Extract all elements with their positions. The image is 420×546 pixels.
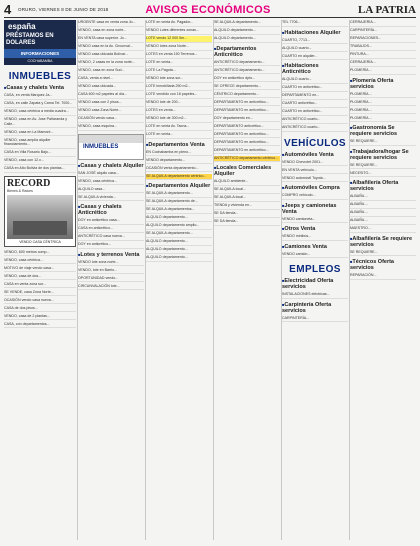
classified-ad: CASA de dos pisos... [4,306,76,313]
subcategory-title: ■ Automóviles Venta [282,152,348,158]
classified-ad: ALQUILO departamento... [146,255,212,262]
subcategory-title: ■ Técnicos Oferta servicios [350,259,416,271]
classified-ad: LOTE La Pagota... [146,68,212,75]
classified-ad: DEPARTAMENTO en anticrético... [214,100,280,107]
record-caption: VENDO CASA CÉNTRICA [19,239,61,244]
classified-ad: VENDO lotes zona Norte... [146,44,212,51]
subcategory-title: ■ Locales Comerciales Alquiler [214,165,280,177]
subcategory-title: ■ Habitaciones Anticrético [282,63,348,75]
classified-ad: DEPARTAMENTO anticrético... [214,124,280,131]
house-photo [7,195,73,239]
subcategory-title: ■ Camiones Venta [282,244,348,250]
classified-ad: PLOMERÍA... [350,108,416,115]
classified-ad: LOTE vendido con 18 papeles... [146,92,212,99]
category-title: INMUEBLES [8,71,72,82]
column-2 [78,20,144,542]
classified-ad: DOY departamento en... [214,116,280,123]
subcategory-title: ■ Casas y chalets Alquiler [78,163,144,169]
classified-ad: CUARTO en anticrético... [282,85,348,92]
classified-ad: VENDO camioneta... [282,217,348,224]
classified-ad: PLOMERÍA... [350,116,416,123]
classified-ad: DEPARTAMENTO en anticrético... [214,108,280,115]
page-header [4,3,416,18]
classified-ad: CIRCUNVALACIÓN lote... [78,284,144,291]
classified-ad: VENDO Lotes diferentes zonas... [146,28,212,35]
classified-ad-highlighted: LOTE vendo 12 000 5m... [146,36,212,43]
classified-ad: SE ALQUILA departamento... [146,191,212,198]
classified-ad: VENDO, casa amplia alquiler financiamiento... [4,138,76,149]
ad-list [350,20,416,75]
classified-ad: EN VENTA casa superior. Jo... [78,36,144,43]
ad-list [214,60,280,155]
ad-brand: españa [8,22,36,31]
classified-ad: ANTICRÉTICO departamento... [214,68,280,75]
ad-banner-bar [79,135,143,143]
classified-ad: CASA en venta zona sur... [4,282,76,289]
classified-ad: CASA, venta a nivel... [78,76,144,83]
classified-ad: VENDO camión... [282,252,348,259]
classified-ad: MAESTRO... [350,226,416,233]
category-title: EMPLEOS [289,264,341,275]
classified-ad-highlighted: SE ALQUILA departamento céntrico... [146,174,212,181]
classified-ad: OPORTUNIDAD vendo... [78,276,144,283]
classified-ad: CUARTO, 7713... [282,38,348,45]
classified-ad: LOTE en venta Av. Pagador... [146,20,212,27]
subcategory-title: ■ Plomería Oferta servicios [350,78,416,90]
display-ad-loans [4,20,76,65]
classified-ad: ALBAÑIL... [350,194,416,201]
classified-ad: CUARTO en anticrético... [282,109,348,116]
classified-ad: VENDO, lote en Barrio... [78,268,144,275]
subcategory-title: ■ Albañilería Se requiere servicios [350,236,416,248]
classified-ad: DEPARTAMENTO en anticrético... [214,140,280,147]
classified-ad: PINTURA... [350,52,416,59]
classified-ad: SE REQUIERE... [350,163,416,170]
classified-ad: DOY en anticrético dpto... [214,76,280,83]
classified-ad: TEL 7706... [282,20,348,27]
classified-ad: SE ALQUILA local... [214,195,280,202]
subcategory-title: ■ Casas y chalets Venta [4,85,76,91]
subcategory-title: ■ Trabajadora/hogar Se requiere servicios [350,149,416,161]
classified-ad: SE ALQUILA local... [214,187,280,194]
ad-list [146,20,212,139]
ad-list [146,191,212,262]
classified-ad: SE REQUIERE... [350,250,416,257]
classified-ad: VENDO minibús... [282,234,348,241]
record-subtitle: Bienes & Raíces [7,188,33,193]
classified-ad: ALQUILO casa... [78,187,144,194]
classified-ad: DEPARTAMENTO en... [282,93,348,100]
classified-ad: INSTALACIONES eléctricas... [282,292,348,299]
classified-ad: ALQUILO departamento... [146,247,212,254]
ad-list [214,179,280,226]
classified-ad: DOY en anticrético casa... [78,218,144,225]
classified-ad: NECESITO... [350,171,416,178]
classified-ad: VENDO, casa esquina... [78,124,144,131]
classified-ad: EN Cochabamba en pleno... [146,150,212,157]
column-1 [4,20,76,542]
date-line: ORURO, VIERNES 8 DE JUNIO DE 2018 [18,7,109,12]
subcategory-title: ■ Albañilería Oferta servicios [350,180,416,192]
page-number: 4 [4,2,12,17]
classified-ad: CASA en Villa Rosario Bajo... [4,150,76,157]
classified-ad: ALQUILO departamento... [146,239,212,246]
classified-ad: VENDO, casa en zona Sud... [78,68,144,75]
classified-ad: CASA en Alto Bolivia de dos plantas... [4,166,76,173]
classified-ad: PLOMERÍA... [350,100,416,107]
ad-list [350,92,416,123]
classified-ad: REPARACIÓN... [350,273,416,280]
ad-list [78,260,144,291]
newspaper-brand: LA PATRIA [358,4,416,16]
classified-ad: SE DA tienda... [214,219,280,226]
classified-ad: DEPARTAMENTO en anticrético... [214,132,280,139]
classified-ad: LOTE en venta... [146,60,212,67]
classified-ad: VENDO, casa en Av. Jose Pañaranda y Calle... [4,117,76,128]
classified-ad: VENDO casa ubicada Bolívar... [78,52,144,59]
classified-ad: ALQUILO departamento amplio... [146,223,212,230]
subcategory-title: ■ Electricidad Oferta servicios [282,278,348,290]
classified-ad: CERRAJERÍA... [350,60,416,67]
classified-ad: OCASIÓN vendo casa... [78,116,144,123]
ad-list [78,20,144,131]
section-title: AVISOS ECONÓMICOS [145,4,271,16]
classified-ad: ALBAÑIL... [350,218,416,225]
classified-ad: CARPINTERÍA... [282,316,348,323]
classified-ad: PLOMERÍA... [350,68,416,75]
classified-ad: VENDO automóvil Toyota... [282,176,348,183]
classified-ad: LOTE inmobiliaria 250 m2... [146,84,212,91]
classified-ad: DEPARTAMENTO en anticrético... [214,148,280,155]
classified-ad: CASA, con departamentos... [4,322,76,329]
classified-ad-highlighted: ANTICRÉTICO departamento céntrico... [214,156,280,163]
classified-ad: DOY en anticrético... [78,242,144,249]
ad-subheading: INFORMACIONES [4,49,76,58]
ad-mark: INMUEBLES [83,143,119,150]
ad-list [78,218,144,249]
ad-list [214,20,280,43]
classified-ad: VENDO Chevrolet 2001... [282,160,348,167]
subcategory-title: ■ Departamentos Anticrético [214,46,280,58]
subcategory-title: ■ Carpintería Oferta servicios [282,302,348,314]
subcategory-title: ■ Gastronomía Se requiere servicios [350,125,416,137]
subcategory-title: ■ Lotes y terrenos Venta [78,252,144,258]
column-3 [146,20,212,542]
ad-list [4,93,76,173]
classified-ad: OCASIÓN venta departamento... [146,166,212,173]
classified-ad: URGENTE casa en venta zona Jo... [78,20,144,27]
classified-ad: LOTE en venta... [146,132,212,139]
classified-ad: ANTICRÉTICO cuarto... [282,125,348,132]
classified-ad: PLOMERÍA... [350,92,416,99]
classified-ad: ALQUILO cuarto... [282,46,348,53]
classified-ad: SAN JOSÉ alquilo casa... [78,171,144,178]
subcategory-title: ■ Departamentos Alquiler [146,183,212,189]
display-ad-record [4,176,76,247]
display-ad-logo [78,134,144,160]
classified-ad: VENDO lote zona norte... [78,260,144,267]
ad-list [78,171,144,202]
classified-ad: VENDO casa ubicada... [78,84,144,91]
classified-ad: CASA, en calle Zapata y Cama Tel. 7000... [4,101,76,108]
classified-ad: TRABAJOS... [350,44,416,51]
classified-ad: LOTE en venta Av. Tacna... [146,124,212,131]
classified-ad: ALQUILO departamento... [214,36,280,43]
classified-ad: SE ALQUILA departamento de... [146,199,212,206]
ad-list [282,160,348,183]
classified-ad: VENDO, casa de 2 plantas... [4,314,76,321]
ad-list [282,77,348,132]
classified-ad: CERRAJERÍA... [350,20,416,27]
classified-ad: ANTICRÉTICO departamento... [214,60,280,67]
subcategory-title: ■ Departamentos Venta [146,142,212,148]
classified-ad: CUARTO en alquiler... [282,54,348,61]
classified-ad: TIENDA y vivienda en... [214,203,280,210]
classified-ad: VENDO, 2 casas en la zona norte... [78,60,144,67]
classified-ad: VENDO casa Zona Norte... [78,108,144,115]
ad-list [282,38,348,61]
ad-list [4,250,76,329]
ad-list [350,194,416,233]
ad-location: COCHABAMBA [27,59,53,63]
classified-ad: MOTIVO de viaje vendo casa... [4,266,76,273]
subcategory-title: ■ Otros Venta [282,226,348,232]
classified-ad: CÉNTRICO departamento... [214,92,280,99]
classified-ad: VENDO lote de 300 m2... [146,116,212,123]
classified-ad: SE VENDE, casa Zona Norte... [4,290,76,297]
column-4 [214,20,280,542]
classified-ad: SE ALQUILA departamento... [214,20,280,27]
classified-ad: VENDO, casa en zona norte... [78,28,144,35]
classified-ad: ALQUILO ambiente... [214,179,280,186]
column-6 [350,20,416,542]
classified-ad: ANTICRÉTICO cuarto... [282,117,348,124]
classified-ad: VENDO, casa céntrica... [4,258,76,265]
classified-ad: CARPINTERÍA... [350,28,416,35]
classified-ad: REPARACIONES... [350,36,416,43]
classified-ad: VENDO, casa de dos... [4,274,76,281]
classified-ad: SE ALQUILA vivienda... [78,195,144,202]
classified-ad: CASA en anticrético... [78,226,144,233]
classified-ad: VENDO, 600 metros comp... [4,250,76,257]
classified-ad: COMPRO vehículo... [282,193,348,200]
classified-ad: VENDO lote de 200... [146,100,212,107]
classified-ad: VENDO casa en la Av. Circunval... [78,44,144,51]
subcategory-title: ■ Habitaciones Alquiler [282,30,348,36]
classified-ad: VENDO, casa en La Mamoré... [4,130,76,137]
classified-ad: SE OFRECE departamento... [214,84,280,91]
subcategory-title: ■ Casas y chalets Anticrético [78,204,144,216]
classified-ad: VENDO, casa con 12.x... [4,158,76,165]
classified-ad: EN VENTA vehículo... [282,168,348,175]
record-title: RECORD [7,177,51,189]
ad-headline: PRÉSTAMOS EN DOLARES [6,33,54,46]
classified-ad: ALBAÑIL... [350,202,416,209]
classified-ad: ALQUILO departamento... [146,215,212,222]
classified-ad: SE DA tienda... [214,211,280,218]
classified-ad: SE ALQUILA departamentos... [146,207,212,214]
classified-ad: CASA 600 m2 papeles al día... [78,92,144,99]
classified-ad: VENDO lote zona sur... [146,76,212,83]
classified-ad: LOTES en venta 150 Terrenos... [146,52,212,59]
classified-ad: SE REQUIERE... [350,139,416,146]
ad-list [146,150,212,173]
subcategory-title: ■ Automóviles Compra [282,185,348,191]
classified-ad: LOTES en venta... [146,108,212,115]
classified-ad: OCASIÓN vendo casa nueva... [4,298,76,305]
subcategory-title: ■ Jeeps y camionetas Venta [282,203,348,215]
classified-ad: SE ALQUILA departamento... [146,231,212,238]
ad-list [350,163,416,178]
classified-ad: VENDO, casa céntrica a media cuadra... [4,109,76,116]
classified-ad: VENDO departamento... [146,158,212,165]
classified-ad: ALQUILO cuarto... [282,77,348,84]
category-title: VEHÍCULOS [284,137,346,149]
classified-ad: ANTICRÉTICO casa nueva... [78,234,144,241]
classified-ad: CASA, en venta Marquez Ja... [4,93,76,100]
classified-ad: VENDO casa con 2 pisos... [78,100,144,107]
classified-ad: ALBAÑIL... [350,210,416,217]
classified-ad: CUARTO anticrético... [282,101,348,108]
column-5 [282,20,348,542]
classified-ad: VENDO, casa céntrica... [78,179,144,186]
classified-ad: ALQUILO departamento... [214,28,280,35]
